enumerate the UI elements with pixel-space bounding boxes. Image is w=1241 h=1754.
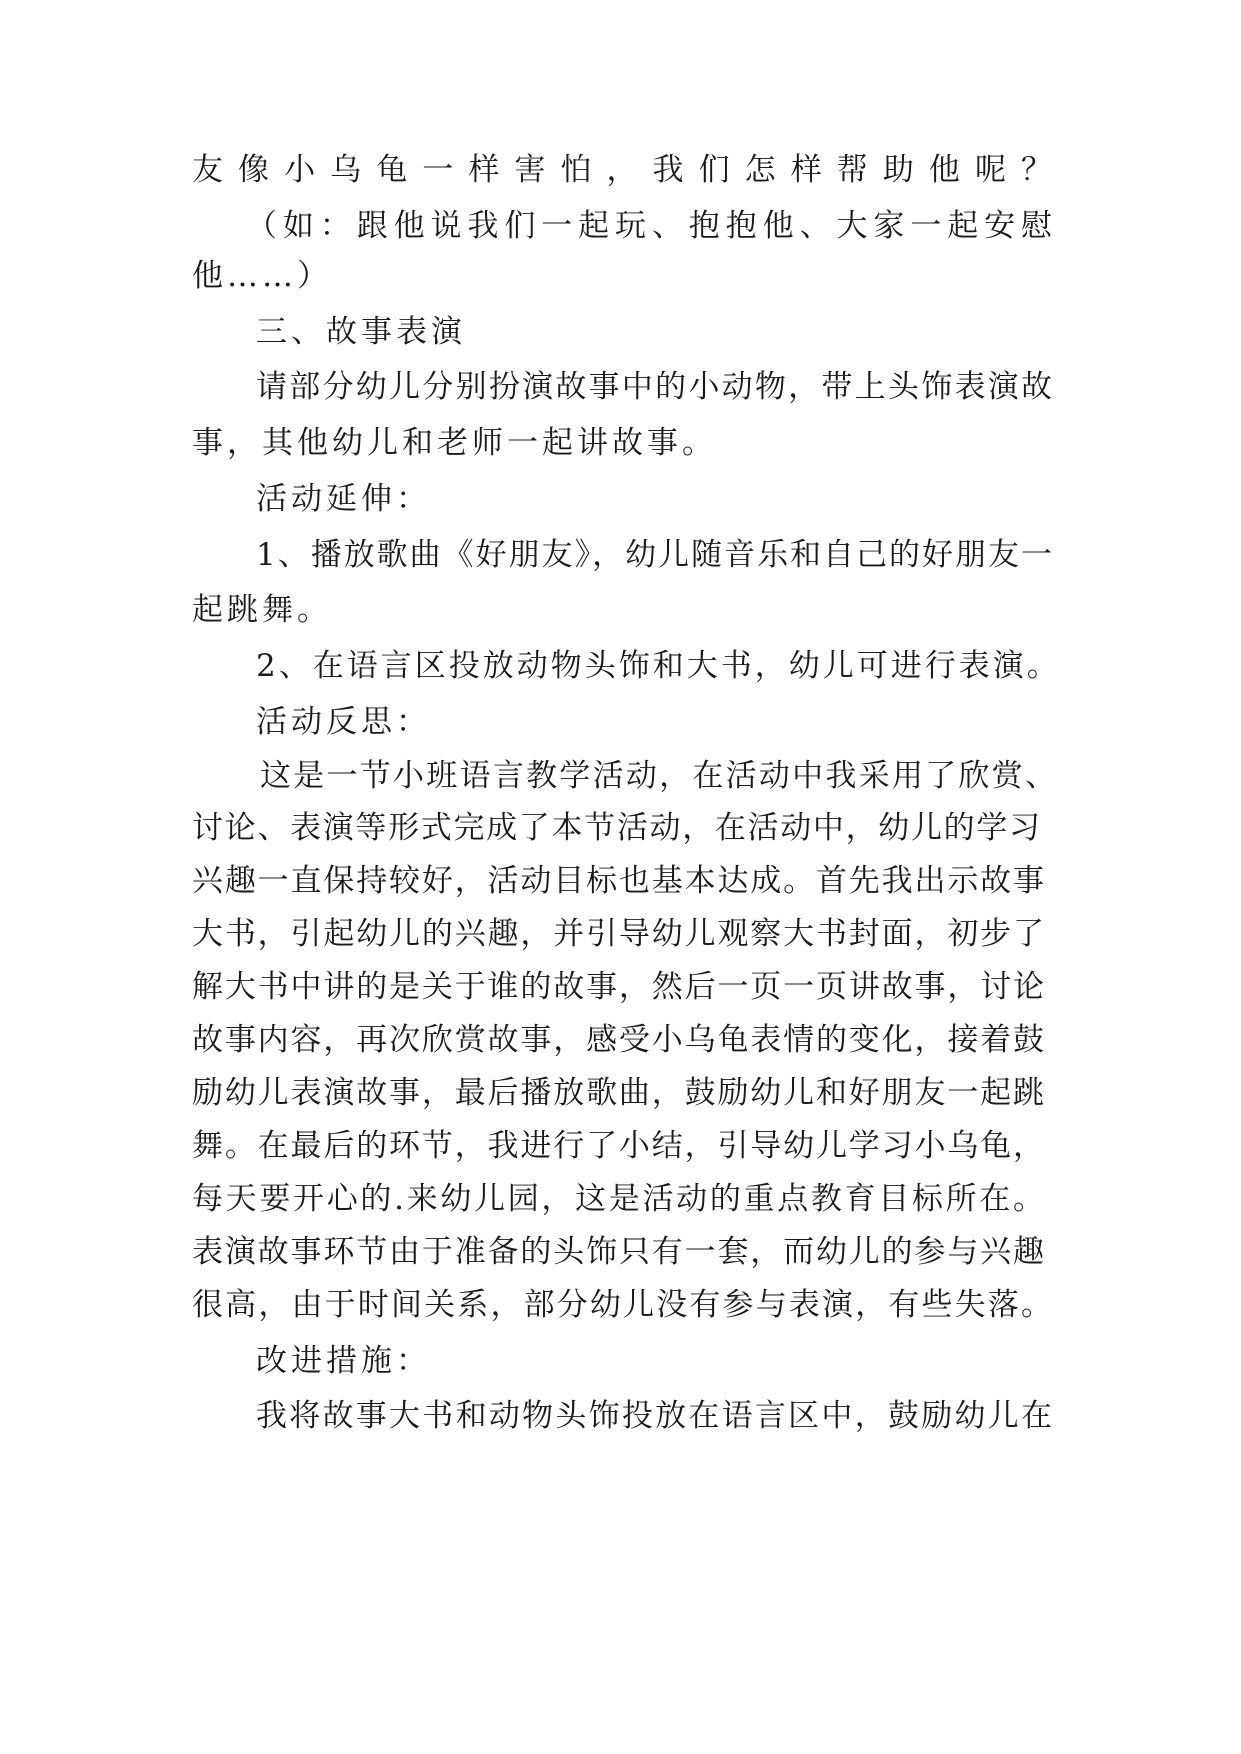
section-heading: 活动延伸： [256,481,431,517]
paragraph-line: 故事内容，再次欣赏故事，感受小乌龟表情的变化，接着鼓 [192,1022,1044,1058]
list-item: 2、在语言区投放动物头饰和大书，幼儿可进行表演。 [256,648,1061,684]
paragraph-line: 舞。在最后的环节，我进行了小结，引导幼儿学习小乌龟， [192,1128,1044,1164]
paragraph-line: 起跳舞。 [192,592,332,628]
paragraph-line: 解大书中讲的是关于谁的故事，然后一页一页讲故事，讨论 [192,969,1044,1005]
paragraph-line: 励幼儿表演故事，最后播放歌曲，鼓励幼儿和好朋友一起跳 [192,1075,1044,1111]
section-heading: 活动反思： [256,704,431,740]
section-heading: 改进措施： [256,1343,431,1379]
paragraph-line: 表演故事环节由于准备的头饰只有一套，而幼儿的参与兴趣 [192,1234,1044,1270]
paragraph-line: 他……） [192,258,332,294]
paragraph-line: 友像小乌龟一样害怕，我们怎样帮助他呢？ [192,152,1052,188]
paragraph-line: 每天要开心的.来幼儿园，这是活动的重点教育目标所在。 [192,1181,1044,1217]
paragraph-line: 这是一节小班语言教学活动，在活动中我采用了欣赏、 [260,758,1056,794]
paragraph-line: 很高，由于时间关系，部分幼儿没有参与表演，有些失落。 [192,1287,1052,1323]
paragraph-line: 讨论、表演等形式完成了本节活动，在活动中，幼儿的学习 [192,810,1040,846]
list-item: 1、播放歌曲《好朋友》，幼儿随音乐和自己的好朋友一 [256,537,1052,573]
paragraph-line: 兴趣一直保持较好，活动目标也基本达成。首先我出示故事 [192,863,1044,899]
paragraph-line: 请部分幼儿分别扮演故事中的小动物，带上头饰表演故 [256,369,1052,405]
paragraph-line: 大书，引起幼儿的兴趣，并引导幼儿观察大书封面，初步了 [192,916,1044,952]
paragraph-line: （如：跟他说我们一起玩、抱抱他、大家一起安慰 [246,208,1052,244]
paragraph-line: 事，其他幼儿和老师一起讲故事。 [192,425,717,461]
section-heading: 三、故事表演 [256,314,466,350]
paragraph-line: 我将故事大书和动物头饰投放在语言区中，鼓励幼儿在 [256,1398,1052,1434]
